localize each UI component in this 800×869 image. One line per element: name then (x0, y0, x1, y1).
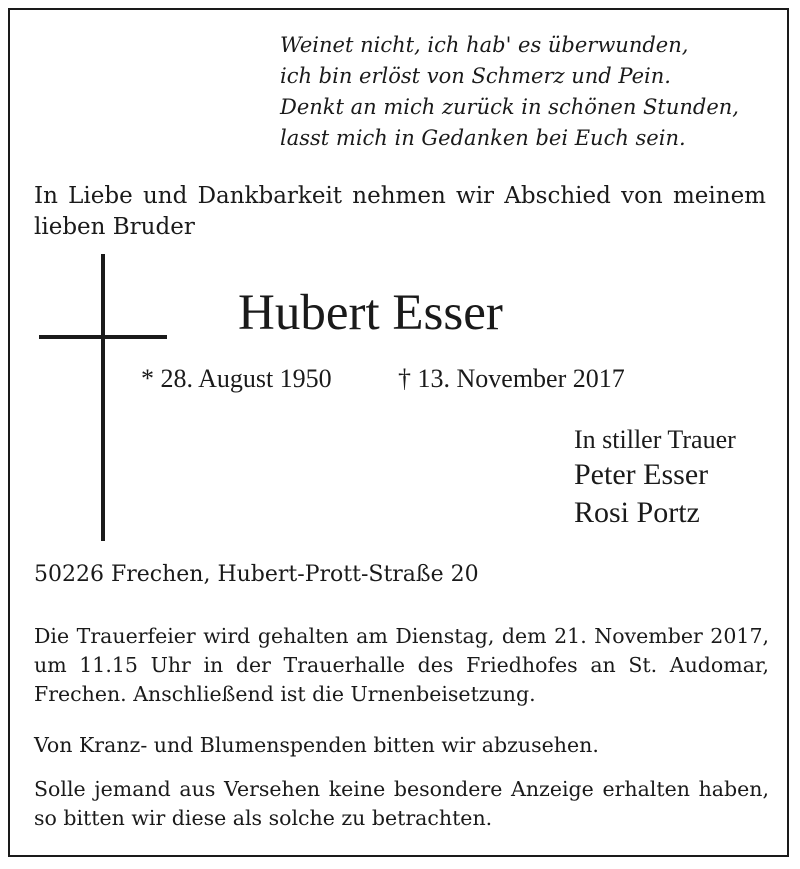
ceremony-paragraph: Die Trauerfeier wird gehalten am Dienstag, dem 21. November 2017, um 11.15 Uhr in der Trauerhalle des Friedhofes an St. Audomar, Frechen. Anschließend ist die Urnenbeisetzung. (34, 624, 769, 706)
deceased-name: Hubert Esser (238, 285, 503, 341)
death-date: † 13. November 2017 (398, 364, 625, 393)
mourner-name: Peter Esser (574, 458, 709, 491)
notice-paragraph: Solle jemand aus Versehen keine besondere Anzeige erhalten haben, so bitten wir diese als solche zu betrachten. (34, 777, 769, 830)
address: 50226 Frechen, Hubert-Prott-Straße 20 (34, 562, 479, 587)
mourning-label: In stiller Trauer (574, 425, 736, 454)
cross-vertical-bar (101, 254, 105, 541)
poem-line-1: Weinet nicht, ich hab' es überwunden, (280, 33, 689, 57)
cross-horizontal-bar (39, 335, 167, 339)
poem-line-4: lasst mich in Gedanken bei Euch sein. (280, 126, 686, 150)
poem-line-3: Denkt an mich zurück in schönen Stunden, (280, 95, 739, 119)
flowers-paragraph: Von Kranz- und Blumenspenden bitten wir abzusehen. (34, 733, 599, 757)
intro-text: In Liebe und Dankbarkeit nehmen wir Abschied von meinem lieben Bruder (34, 183, 766, 240)
birth-date: * 28. August 1950 (141, 364, 332, 393)
mourners-block (574, 424, 736, 532)
mourner-name: Rosi Portz (574, 496, 700, 529)
poem-line-2: ich bin erlöst von Schmerz und Pein. (280, 64, 671, 88)
poem (280, 30, 739, 154)
